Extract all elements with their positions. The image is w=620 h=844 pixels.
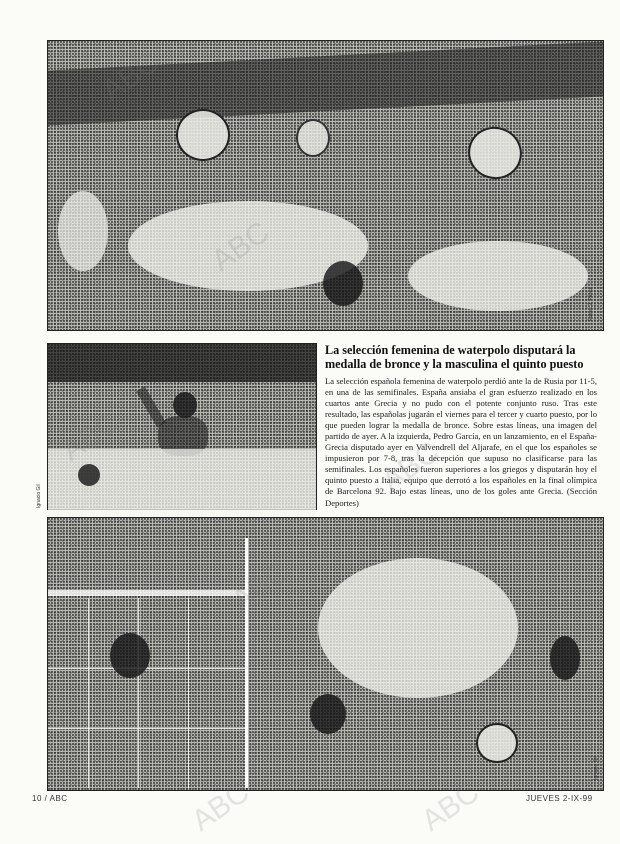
watermark: ABC [185,775,256,838]
water-splash [318,558,518,698]
goal-post [48,590,245,596]
player-cap [296,119,330,157]
player-head-left [58,191,108,271]
waterpolo-ball [476,723,518,763]
middle-photo [36,343,317,510]
player-head-bottom [310,694,346,734]
middle-photo-credit: Ignacio Gil [36,484,42,508]
water-splash-right [408,241,588,311]
goalkeeper-head [110,633,150,678]
bottom-photo-credit: Ignacio Gil [593,756,599,780]
top-photo-credit: Fotos: J. Pérez [588,287,594,321]
watermark: ABC [415,775,486,838]
goal-net-2 [138,598,139,788]
player-raised-arm [136,386,166,427]
player-head-right [550,636,580,680]
player-head [173,392,197,418]
goalkeeper-head [78,464,100,486]
page-number: 10 / ABC [32,794,68,803]
watermark: ABC [375,435,446,498]
bottom-left-inset [48,538,248,788]
player-head-bottom [323,261,363,306]
issue-date: JUEVES 2-IX-99 [526,794,593,803]
article-body: La selección española femenina de waterpolo perdió ante la de Rusia por 11-5, en una de las semifinales. España ansiaba el gran esfuerzo realizado en los cuartos ante Grecia y no pudo con el potente conjunto ruso. Tras este resultado, las españolas jugarán el viernes para el tercer y cuarto puesto, por lo que pueden lograr la medalla de bronce. Sobre estas líneas, una imagen del partido de ayer. A la izquierda, Pedro García, en un lanzamiento, en el España-Grecia disputado ayer en Valvendrell del Aljarafe, en el que los españoles se impusieron por 7-8, tras la decepción que supuso no clasificarse para las semifinales. Los españoles fueron superiores a los griegos y disputarán hoy el quinto puesto a Italia, equipo que derrotó a los españoles en la final olímpica de Barcelona 92. Bajo estas líneas, uno de los goles ante Grecia. (Sección Deportes) [325,376,597,508]
goal-net-1 [88,598,89,788]
bottom-photo [47,517,604,791]
pool-edge-shadow [48,41,603,125]
goal-net-5 [48,728,245,729]
top-photo [47,40,604,331]
waterpolo-ball [176,109,230,161]
goal-net-3 [188,598,189,788]
article-headline: La selección femenina de waterpolo disputará la medalla de bronce y la masculina el quinto puesto [325,343,584,371]
pool-wall [48,344,316,382]
player-cap-numbered [461,119,530,186]
